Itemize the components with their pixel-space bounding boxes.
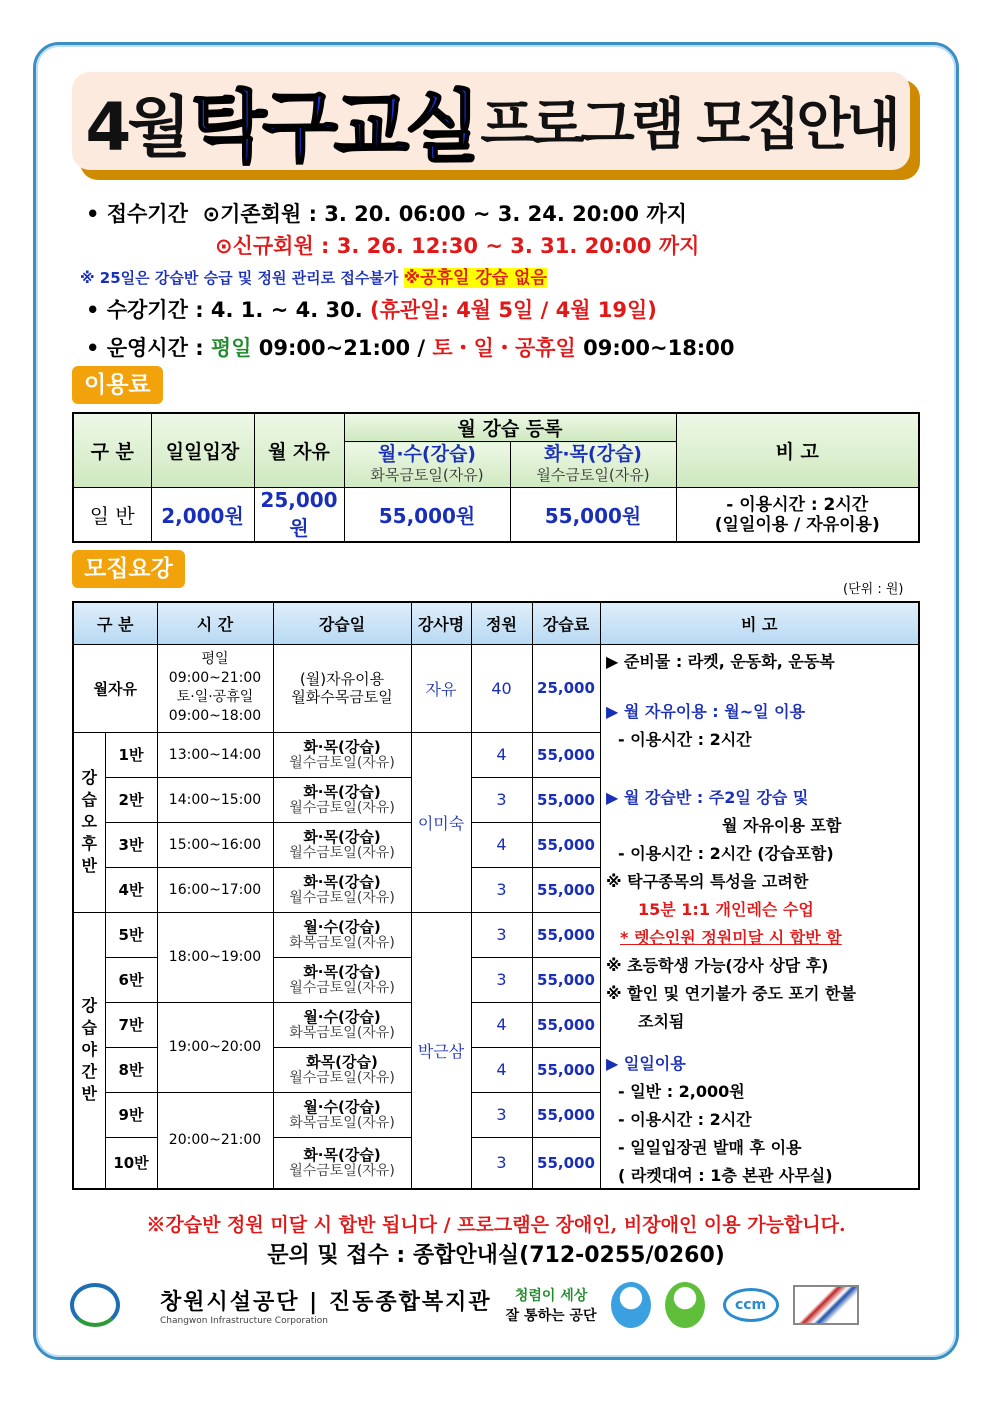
remarks-list (606, 648, 918, 1190)
unit-label: (단위 : 원) (843, 582, 904, 597)
title-suffix: 프로그램 모집안내 (480, 93, 897, 158)
remark-line: ※ 초등학생 가능(강사 상담 후) (606, 956, 829, 975)
class-capacity: 3 (471, 1137, 532, 1189)
class-label: 10반 (105, 1137, 157, 1189)
fee-header-monthly: 월 강습 등록 (344, 413, 676, 442)
remark-line: ▶ 월 자유이용 : 월~일 이용 (606, 702, 806, 721)
class-day: 화·목(강습) 월수금토일(자유) (273, 867, 411, 912)
class-capacity: 4 (471, 1047, 532, 1092)
fee-row-type: 일 반 (73, 488, 151, 543)
title-month: 4월 (85, 88, 187, 166)
footer-contact: 문의 및 접수 : 종합안내실(712-0255/0260) (267, 1243, 725, 1268)
class-label: 1반 (105, 732, 157, 777)
org-name: 창원시설공단 | 진동종합복지관 Changwon Infrastructure Corporation (160, 1289, 492, 1326)
remark-line: - 이용시간 : 2시간 (618, 1110, 752, 1129)
class-capacity: 3 (471, 912, 532, 957)
class-fee: 55,000 (532, 1092, 600, 1137)
corporation-logo-icon (70, 1283, 120, 1327)
class-label: 5반 (105, 912, 157, 957)
class-fee: 55,000 (532, 1047, 600, 1092)
mascot-green-icon (665, 1282, 705, 1328)
free-day: (월)자유이용 월화수목금토일 (273, 644, 411, 732)
mascot-blue-icon (611, 1282, 651, 1328)
class-day: 화·목(강습) 월수금토일(자유) (273, 777, 411, 822)
teacher-evening: 박근삼 (411, 912, 471, 1189)
class-fee: 55,000 (532, 867, 600, 912)
remark-line: 조치됨 (638, 1012, 685, 1031)
fee-mw: 55,000원 (344, 488, 510, 543)
class-day: 화·목(강습) 월수금토일(자유) (273, 1137, 411, 1189)
class-time: 20:00~21:00 (157, 1092, 273, 1189)
class-day: 화·목(강습) 월수금토일(자유) (273, 822, 411, 867)
class-label: 2반 (105, 777, 157, 822)
class-fee: 55,000 (532, 957, 600, 1002)
class-time: 16:00~17:00 (157, 867, 273, 912)
class-fee: 55,000 (532, 912, 600, 957)
remark-line: ▶ 월 강습반 : 주2일 강습 및 (606, 788, 809, 807)
free-capacity: 40 (471, 644, 532, 732)
remark-line: ※ 할인 및 연기불가 중도 포기 한불 (606, 984, 856, 1003)
fee-header-free: 월 자유 (254, 413, 344, 488)
class-fee: 55,000 (532, 1002, 600, 1047)
title-program: 탁구교실 (191, 83, 477, 173)
fee-note: - 이용시간 : 2시간 (일일이용 / 자유이용) (676, 488, 919, 543)
remark-line: - 이용시간 : 2시간 (618, 730, 752, 749)
class-time: 18:00~19:00 (157, 912, 273, 1002)
teacher-afternoon: 이미숙 (411, 732, 471, 912)
certification-mark-icon (793, 1285, 859, 1325)
main-header-fee: 강습료 (532, 602, 600, 644)
class-capacity: 4 (471, 732, 532, 777)
fee-daily: 2,000원 (151, 488, 254, 543)
class-day: 월·수(강습) 화목금토일(자유) (273, 912, 411, 957)
slogan: 청렴이 세상 잘 통하는 공단 (505, 1288, 597, 1324)
course-period: • 수강기간 : 4. 1. ~ 4. 30. (휴관일: 4월 5일 / 4월 19일) (86, 298, 657, 322)
class-label: 4반 (105, 867, 157, 912)
class-label: 8반 (105, 1047, 157, 1092)
ccm-logo-icon: ccm (723, 1288, 779, 1322)
remark-line: 15분 1:1 개인레슨 수업 (638, 900, 814, 919)
main-header-time: 시 간 (157, 602, 273, 644)
class-capacity: 3 (471, 1092, 532, 1137)
class-capacity: 3 (471, 957, 532, 1002)
class-time: 13:00~14:00 (157, 732, 273, 777)
main-header-capacity: 정원 (471, 602, 532, 644)
holiday-highlight: ※공휴일 강습 없음 (403, 268, 547, 288)
class-fee: 55,000 (532, 822, 600, 867)
class-label: 6반 (105, 957, 157, 1002)
class-label: 9반 (105, 1092, 157, 1137)
class-day: 화·목(강습) 월수금토일(자유) (273, 732, 411, 777)
class-capacity: 4 (471, 1002, 532, 1047)
fee-header-tt: 화·목(강습) 월수금토일(자유) (510, 442, 676, 488)
remark-line: * 렛슨인원 정원미달 시 합반 함 (620, 928, 842, 947)
class-day: 화·목(강습) 월수금토일(자유) (273, 957, 411, 1002)
reception-new: ⊙신규회원 : 3. 26. 12:30 ~ 3. 31. 20:00 까지 (215, 234, 700, 258)
remark-line: - 이용시간 : 2시간 (강습포함) (618, 844, 834, 863)
class-day: 화목(강습) 월수금토일(자유) (273, 1047, 411, 1092)
recruit-section-title: 모집요강 (72, 550, 185, 588)
remark-line: ▶ 준비물 : 라켓, 운동화, 운동복 (606, 652, 835, 671)
class-label: 3반 (105, 822, 157, 867)
free-teacher: 자유 (411, 644, 471, 732)
class-fee: 55,000 (532, 1137, 600, 1189)
fee-table (72, 412, 920, 543)
remark-line: 월 자유이용 포함 (722, 816, 842, 835)
class-time: 19:00~20:00 (157, 1002, 273, 1092)
fee-header-type: 구 분 (73, 413, 151, 488)
class-time: 15:00~16:00 (157, 822, 273, 867)
class-fee: 55,000 (532, 732, 600, 777)
remark-line: ▶ 일일이용 (606, 1054, 686, 1073)
fee-header-mw: 월·수(강습) 화목금토일(자유) (344, 442, 510, 488)
main-header-day: 강습일 (273, 602, 411, 644)
class-fee: 55,000 (532, 777, 600, 822)
free-time: 평일 09:00~21:00 토·일·공휴일 09:00~18:00 (157, 644, 273, 732)
remark-line: - 일반 : 2,000원 (618, 1082, 745, 1101)
remark-line: ( 라켓대여 : 1층 본관 사무실) (618, 1166, 833, 1185)
operating-hours: • 운영시간 : 평일 09:00~21:00 / 토・일・공휴일 09:00~18:00 (86, 336, 735, 360)
page-title (72, 72, 910, 173)
logo-bar (70, 1280, 936, 1330)
remark-line: - 일일입장권 발매 후 이용 (618, 1138, 802, 1157)
class-capacity: 3 (471, 777, 532, 822)
free-type: 월자유 (73, 644, 157, 732)
fee-header-note: 비 고 (676, 413, 919, 488)
main-header-type: 구 분 (73, 602, 157, 644)
fee-header-daily: 일일입장 (151, 413, 254, 488)
reception-existing: • 접수기간 ⊙기존회원 : 3. 20. 06:00 ~ 3. 24. 20:00 까지 (86, 202, 687, 226)
fee-free: 25,000원 (254, 488, 344, 543)
footer-notice: ※강습반 정원 미달 시 합반 됩니다 / 프로그램은 장애인, 비장애인 이용 가능합니다. (146, 1214, 846, 1236)
fee-section-title: 이용료 (72, 366, 163, 404)
reception-note: ※ 25일은 강습반 승급 및 정원 관리로 접수불가 ※공휴일 강습 없음 (80, 268, 547, 288)
class-label: 7반 (105, 1002, 157, 1047)
main-header-note: 비 고 (600, 602, 919, 644)
free-fee: 25,000 (532, 644, 600, 732)
class-time: 14:00~15:00 (157, 777, 273, 822)
evening-group: 강습 야간반 (73, 912, 105, 1189)
class-day: 월·수(강습) 화목금토일(자유) (273, 1092, 411, 1137)
class-capacity: 4 (471, 822, 532, 867)
fee-tt: 55,000원 (510, 488, 676, 543)
remark-line: ※ 탁구종목의 특성을 고려한 (606, 872, 809, 891)
class-capacity: 3 (471, 867, 532, 912)
afternoon-group: 강습 오후반 (73, 732, 105, 912)
class-day: 월·수(강습) 화목금토일(자유) (273, 1002, 411, 1047)
main-header-teacher: 강사명 (411, 602, 471, 644)
